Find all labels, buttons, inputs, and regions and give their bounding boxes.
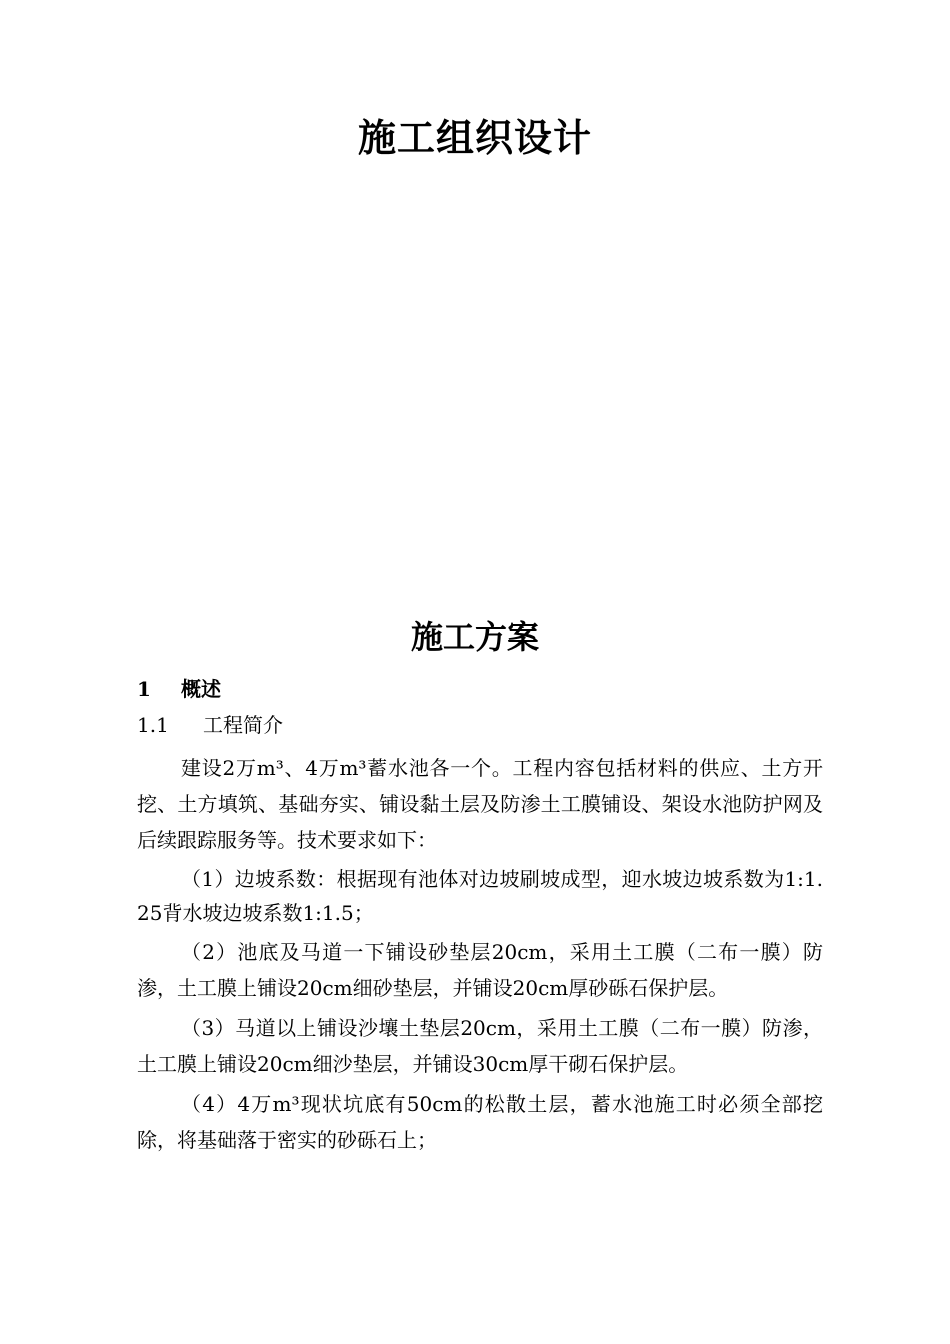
heading-number: 1.1	[137, 713, 169, 737]
paragraph-item-2: （2）池底及马道一下铺设砂垫层20cm，采用土工膜（二布一膜）防渗，土工膜上铺设20cm细砂垫层，并铺设20cm厚砂砾石保护层。	[137, 940, 823, 1000]
heading-number: 1	[137, 677, 151, 701]
paragraph-item-4: （4）4万m³现状坑底有50cm的松散土层，蓄水池施工时必须全部挖除，将基础落于密实的砂砾石上；	[137, 1092, 823, 1152]
document-main-title: 施工组织设计	[357, 115, 592, 160]
paragraph-item-1: （1）边坡系数：根据现有池体对边坡刷坡成型，迎水坡边坡系数为1:1.25背水坡边坡系数1:1.5；	[137, 867, 823, 925]
heading-text: 工程简介	[203, 713, 283, 737]
heading-text: 概述	[181, 677, 221, 701]
heading-level-1	[137, 674, 823, 704]
section-title: 施工方案	[410, 618, 539, 656]
heading-level-2	[137, 710, 823, 740]
paragraph-intro: 建设2万m³、4万m³蓄水池各一个。工程内容包括材料的供应、土方开挖、土方填筑、基础夯实、铺设黏土层及防渗土工膜铺设、架设水池防护网及后续跟踪服务等。技术要求如下：	[137, 756, 823, 852]
paragraph-item-3: （3）马道以上铺设沙壤土垫层20cm，采用土工膜（二布一膜）防渗，土工膜上铺设20cm细沙垫层，并铺设30cm厚干砌石保护层。	[137, 1016, 823, 1076]
document-body	[137, 674, 823, 1162]
